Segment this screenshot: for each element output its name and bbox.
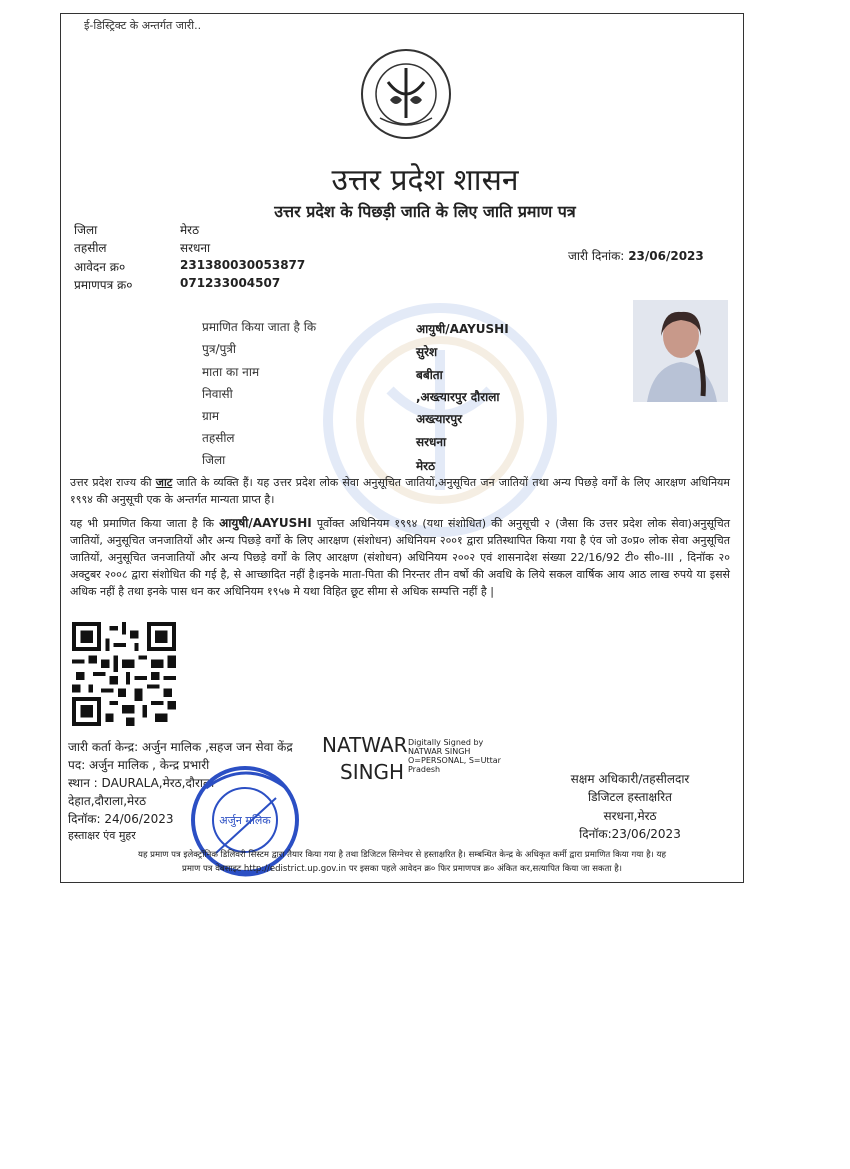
- caste-name: जाट: [155, 476, 173, 489]
- qr-code[interactable]: [72, 622, 176, 726]
- detail-label-district: जिला: [202, 453, 226, 467]
- digital-signature-line-1: Digitally Signed by: [408, 738, 484, 747]
- field-label-tehsil: तहसील: [74, 241, 107, 255]
- caste-paragraph: [70, 474, 730, 508]
- issuer-place: स्थान : DAURALA,मेरठ,दौराला: [68, 776, 215, 790]
- signer-last-name: SINGH: [340, 760, 405, 784]
- certification-name: आयुषी/AAYUSHI: [219, 516, 312, 530]
- field-value-application-no: 231380030053877: [180, 258, 306, 272]
- officer-location: सरधना,मेरठ: [603, 809, 657, 823]
- detail-label-village: ग्राम: [202, 409, 220, 423]
- officer-digital-sign: डिजिटल हस्ताक्षरित: [588, 790, 672, 804]
- officer-date: दिनॉक:23/06/2023: [579, 827, 681, 841]
- field-label-district: जिला: [74, 223, 98, 237]
- detail-value-village: अख्त्यारपुर: [416, 412, 463, 426]
- officer-designation: सक्षम अधिकारी/तहसीलदार: [570, 772, 690, 786]
- field-label-certificate-no: प्रमाणपत्र क्र०: [74, 278, 133, 292]
- digital-signature-line-3: O=PERSONAL, S=Uttar: [408, 756, 501, 765]
- detail-value-tehsil: सरधना: [416, 435, 447, 449]
- issue-date: [568, 247, 704, 264]
- page-title: उत्तर प्रदेश शासन: [331, 163, 519, 198]
- certification-paragraph-rest: पूर्वोक्त अधिनियम १९९४ (यथा संशोधित) की अनुसूची २ (जैसा कि उत्तर प्रदेश लोक सेवा)अनुसूचित जातियों, अनुसूचित जनजातियों और अन्य पिछड़े वर्गों के लिए आरक्षण (संशोधन) अधिनियम २००१ द्वारा प्रतिस्थापित किया गया है एंव जो उ०प्र० लोक सेवा अनुसूचित जातियों, अनुसूचित जनजातियों और अन्य पिछड़े वर्गों के लिए आरक्षण (संशोधन) अधिनियम २००२ एवं शासनादेश संख्या 22/16/92 टी० सी०-III , दिनॉक २० अक्टुबर २००८ द्वारा संशोधित की गई है, से आच्छादित नहीं है।इनके माता-पिता की निरन्तर तीन वर्षो की अवधि के लिये सकल वार्षिक आय आठ लाख रुपये या इससे अधिक नहीं है तथा इनके पास धन कर अधिनियम १९५७ मे यथा विहित छूट सीमा से अधिक सम्पत्ति नहीं है |: [70, 517, 730, 598]
- certification-paragraph-start: यह भी प्रमाणित किया जाता है कि: [70, 517, 214, 530]
- detail-value-parent: सुरेश: [416, 345, 438, 359]
- caste-paragraph-start: उत्तर प्रदेश राज्य की: [70, 476, 152, 489]
- detail-label-certified: प्रमाणित किया जाता है कि: [202, 320, 317, 334]
- issuer-area: देहात,दौराला,मेरठ: [68, 794, 147, 808]
- issuer-date: दिनॉक: 24/06/2023: [68, 812, 174, 826]
- field-label-application-no: आवेदन क्र०: [74, 260, 126, 274]
- header-note: ई-डिस्ट्रिक्ट के अन्तर्गत जारी..: [84, 19, 202, 32]
- footer-note-line-2: प्रमाण पत्र वेबसाइट http://edistrict.up.gov.in पर इसका पहले आवेदन क्र० फिर प्रमाणपत्र क्र० अंकित कर,सत्यापित किया जा सकता है।: [182, 864, 622, 874]
- detail-label-resident: निवासी: [202, 387, 233, 401]
- detail-label-parent: पुत्र/पुत्री: [202, 342, 237, 356]
- detail-label-tehsil: तहसील: [202, 431, 235, 445]
- issuer-signature-label: हस्ताक्षर एंव मुहर: [68, 829, 136, 842]
- field-value-certificate-no: 071233004507: [180, 276, 281, 290]
- detail-value-name: आयुषी/AAYUSHI: [416, 322, 509, 336]
- issuer-center: जारी कर्ता केन्द्र: अर्जुन मालिक ,सहज जन सेवा केंद्र: [68, 740, 293, 754]
- field-value-tehsil: सरधना: [180, 241, 211, 255]
- issue-date-value: 23/06/2023: [628, 249, 704, 263]
- detail-value-district: मेरठ: [416, 459, 436, 473]
- detail-value-mother: बबीता: [416, 368, 443, 382]
- digital-signature-line-4: Pradesh: [408, 765, 441, 774]
- certificate-subtitle: उत्तर प्रदेश के पिछड़ी जाति के लिए जाति प्रमाण पत्र: [274, 202, 576, 221]
- applicant-photo: [633, 300, 728, 402]
- signer-first-name: NATWAR: [322, 733, 408, 757]
- caste-paragraph-rest: जाति के व्यक्ति हैं। यह उत्तर प्रदेश लोक सेवा अनुसूचित जातियों,अनुसूचित जन जातियों तथा अन्य पिछड़े वर्गों के लिए आरक्षण अधिनियम १९९४ की अनुसूची एक के अन्तर्गत मान्यता प्राप्त है।: [70, 476, 731, 506]
- stamp-text: अर्जुन मलिक: [219, 814, 271, 827]
- issuer-designation: पद: अर्जुन मालिक , केन्द्र प्रभारी: [68, 758, 210, 772]
- issue-date-label: जारी दिनांक:: [568, 249, 625, 263]
- detail-label-mother: माता का नाम: [202, 365, 260, 379]
- detail-value-resident: ,अख्त्यारपुर दौराला: [416, 390, 500, 404]
- digital-signature-line-2: NATWAR SINGH: [408, 747, 471, 756]
- up-government-emblem-icon: [360, 48, 452, 140]
- footer-note-line-1: यह प्रमाण पत्र इलेक्ट्रॉनिक डिलिवरी सिस्टम द्वारा तैयार किया गया है तथा डिजिटल सिग्नेचर से हस्ताक्षरित है। सम्बन्धित केन्द्र के अधिकृत कर्मी द्वारा प्रमाणित किया गया है। यह: [138, 850, 666, 860]
- field-value-district: मेरठ: [180, 223, 200, 237]
- certification-paragraph: [70, 515, 730, 600]
